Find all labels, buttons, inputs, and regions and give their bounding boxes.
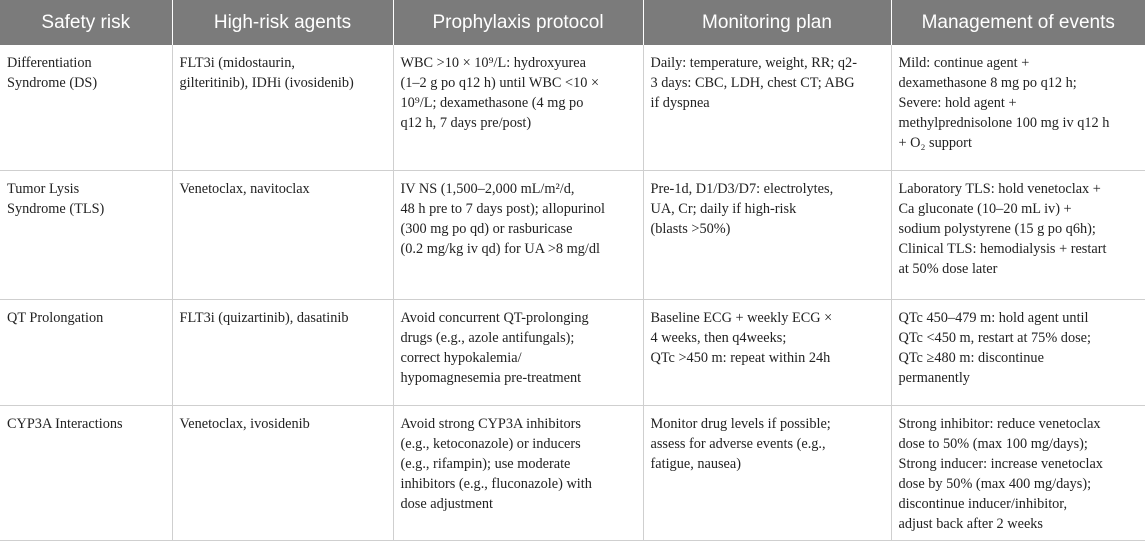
table-header — [0, 0, 1145, 45]
cell-prophylaxis-protocol: Avoid concurrent QT-prolonging drugs (e.g., azole antifungals); correct hypokalemia/ hypomagnesemia pre-treatment — [393, 300, 643, 406]
table-row — [0, 45, 1145, 171]
cell-prophylaxis-protocol: Avoid strong CYP3A inhibitors (e.g., ketoconazole) or inducers (e.g., rifampin); use moderate inhibitors (e.g., fluconazole) with dose adjustment — [393, 406, 643, 541]
cell-monitoring-plan: Baseline ECG + weekly ECG × 4 weeks, then q4weeks; QTc >450 m: repeat within 24h — [643, 300, 891, 406]
cell-safety-risk: QT Prolongation — [0, 300, 172, 406]
cell-high-risk-agents: FLT3i (midostaurin, gilteritinib), IDHi (ivosidenib) — [172, 45, 393, 171]
cell-high-risk-agents: Venetoclax, ivosidenib — [172, 406, 393, 541]
cell-monitoring-plan: Daily: temperature, weight, RR; q2- 3 days: CBC, LDH, chest CT; ABG if dyspnea — [643, 45, 891, 171]
cell-monitoring-plan: Monitor drug levels if possible; assess for adverse events (e.g., fatigue, nausea) — [643, 406, 891, 541]
cell-safety-risk: Differentiation Syndrome (DS) — [0, 45, 172, 171]
cell-high-risk-agents: FLT3i (quizartinib), dasatinib — [172, 300, 393, 406]
table-row — [0, 171, 1145, 300]
cell-monitoring-plan: Pre-1d, D1/D3/D7: electrolytes, UA, Cr; daily if high-risk (blasts >50%) — [643, 171, 891, 300]
header-row — [0, 0, 1145, 45]
cell-management-of-events: Mild: continue agent + dexamethasone 8 mg po q12 h; Severe: hold agent + methylprednisolone 100 mg iv q12 h + O₂ support — [891, 45, 1145, 171]
header-prophylaxis-protocol: Prophylaxis protocol — [393, 0, 643, 45]
cell-prophylaxis-protocol: IV NS (1,500–2,000 mL/m²/d, 48 h pre to 7 days post); allopurinol (300 mg po qd) or rasburicase (0.2 mg/kg iv qd) for UA >8 mg/dl — [393, 171, 643, 300]
cell-management-of-events: Laboratory TLS: hold venetoclax + Ca gluconate (10–20 mL iv) + sodium polystyrene (15 g po q6h); Clinical TLS: hemodialysis + restart at 50% dose later — [891, 171, 1145, 300]
cell-prophylaxis-protocol: WBC >10 × 10⁹/L: hydroxyurea (1–2 g po q12 h) until WBC <10 × 10⁹/L; dexamethasone (4 mg po q12 h, 7 days pre/post) — [393, 45, 643, 171]
header-safety-risk: Safety risk — [0, 0, 172, 45]
cell-management-of-events: QTc 450–479 m: hold agent until QTc <450 m, restart at 75% dose; QTc ≥480 m: discontinue permanently — [891, 300, 1145, 406]
table-row — [0, 406, 1145, 541]
table-body — [0, 45, 1145, 541]
cell-management-of-events: Strong inhibitor: reduce venetoclax dose to 50% (max 100 mg/days); Strong inducer: increase venetoclax dose by 50% (max 400 mg/days); discontinue inducer/inhibitor, adjust back after 2 weeks — [891, 406, 1145, 541]
header-management-of-events: Management of events — [891, 0, 1145, 45]
table-row — [0, 300, 1145, 406]
cell-safety-risk: Tumor Lysis Syndrome (TLS) — [0, 171, 172, 300]
header-monitoring-plan: Monitoring plan — [643, 0, 891, 45]
header-high-risk-agents: High-risk agents — [172, 0, 393, 45]
cell-safety-risk: CYP3A Interactions — [0, 406, 172, 541]
cell-high-risk-agents: Venetoclax, navitoclax — [172, 171, 393, 300]
